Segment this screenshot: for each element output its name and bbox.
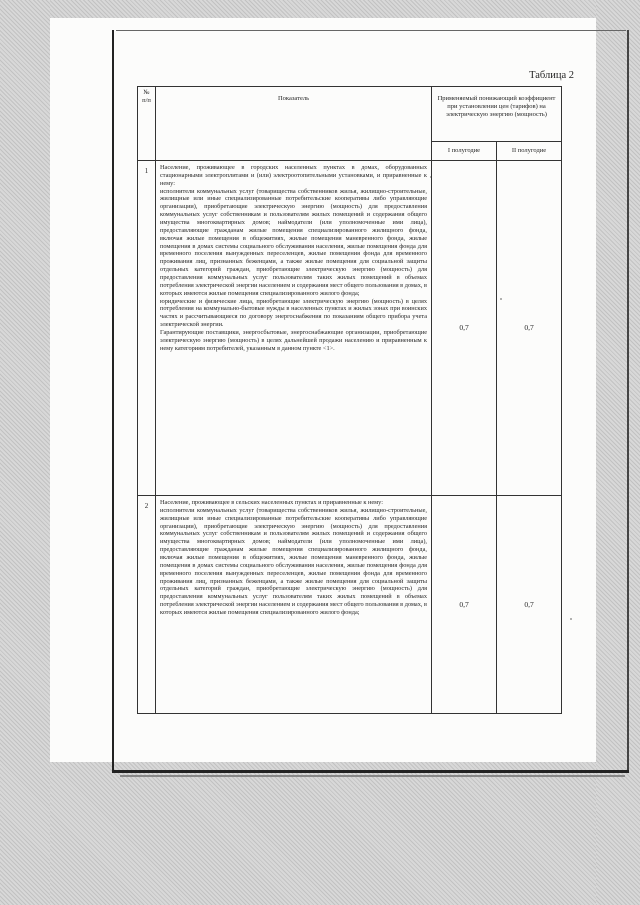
- row-value-half-2: 0,7: [497, 496, 562, 714]
- row-number: 2: [138, 496, 156, 714]
- row-value-half-2: 0,7: [497, 161, 562, 496]
- header-number: № п/п: [138, 87, 156, 161]
- row-indicator-text: [156, 161, 432, 496]
- row-paragraph: юридические и физические лица, приобретающие электрическую энергию (мощность) в целях потребления на коммунально-бытовые нужды в населенных пунктах и жилых зонах при воинских частях и рассчитывающиеся по договору энергоснабжения по показаниям общего прибора учета электрической энергии.: [160, 297, 427, 329]
- coefficient-table: [137, 86, 562, 714]
- table-title: Таблица 2: [529, 70, 574, 81]
- page-frame-left: [112, 30, 114, 772]
- page-frame-bottom-shadow: [120, 775, 625, 777]
- scan-border-bottom: [50, 762, 596, 905]
- row-paragraph: Население, проживающее в городских населенных пунктах в домах, оборудованных стационарными электроплитами и (или) электроотопительными установками, и приравненные к нему:: [160, 164, 427, 187]
- row-value-half-1: 0,7: [432, 496, 497, 714]
- scan-border-top: [50, 0, 596, 18]
- header-half-2: II полугодие: [497, 142, 562, 161]
- row-paragraph: исполнители коммунальных услуг (товарищества собственников жилья, жилищно-строительные, жилищные или иные специализированные потребительские кооперативы либо управляющие организации), приобретающие электрическую энергию (мощность) для предоставления коммунальных услуг собственникам и пользователям жилых помещений и содержания общего имущества многоквартирных домов; наймодатели (или уполномоченные ими лица), предоставляющие гражданам жилые помещения специализированного жилищного фонда, включая жилые помещения в общежитиях, жилые помещения маневренного фонда, жилые помещения в домах системы социального обслуживания населения, жилые помещения фонда для временного поселения вынужденных переселенцев, жилые помещения фонда для временного проживания лиц, признанных беженцами, а также жилые помещения для социальной защиты отдельных категорий граждан, приобретающие электрическую энергию (мощность) для предоставления коммунальных услуг пользователям таких жилых помещений в объемах потребления электрической энергии населением и содержания мест общего пользования в домах, в которых имеются жилые помещения специализированного жилого фонда;: [160, 187, 427, 297]
- row-paragraph: Гарантирующие поставщики, энергосбытовые, энергоснабжающие организации, приобретающие электрическую энергию (мощность) в целях дальнейшей продажи населению и приравненным к нему категориям потребителей, указанным в данном пункте <1>.: [160, 329, 427, 352]
- header-half-1: I полугодие: [432, 142, 497, 161]
- page-frame-right: [627, 30, 629, 772]
- page-frame-bottom: [112, 770, 629, 773]
- header-indicator: Показатель: [156, 87, 432, 161]
- page-frame-top: [116, 30, 626, 31]
- row-indicator-text: [156, 496, 432, 714]
- header-coefficient: Применяемый понижающий коэффициент при установлении цен (тарифов) на электрическую энергию (мощность): [432, 87, 562, 142]
- table-row: [138, 496, 562, 714]
- row-value-half-1: 0,7: [432, 161, 497, 496]
- row-paragraph: Население, проживающее в сельских населенных пунктах и приравненные к нему:: [160, 499, 383, 506]
- table-row: [138, 161, 562, 496]
- table-header-row: [138, 87, 562, 142]
- scan-border-left: [0, 0, 50, 905]
- scan-speck: [570, 618, 572, 620]
- row-number: 1: [138, 161, 156, 496]
- row-paragraph: исполнители коммунальных услуг (товарищества собственников жилья, жилищно-строительные, жилищные или иные специализированные потребительские кооперативы либо управляющие организации), приобретающие электрическую энергию (мощность) для предоставления коммунальных услуг собственникам и пользователям жилых помещений и содержания общего имущества многоквартирных домов; наймодатели (или уполномоченные ими лица), предоставляющие гражданам жилые помещения специализированного жилищного фонда, включая жилые помещения в общежитиях, жилые помещения маневренного фонда, жилые помещения в домах системы социального обслуживания населения, жилые помещения фонда для временного поселения вынужденных переселенцев, жилые помещения фонда для временного проживания лиц, признанных беженцами, а также жилые помещения для социальной защиты отдельных категорий граждан, приобретающие электрическую энергию (мощность) для предоставления коммунальных услуг пользователям таких жилых помещений в объемах потребления электрической энергии населением и содержания мест общего пользования в домах, в которых имеются жилые помещения специализированного жилого фонда;: [160, 506, 427, 617]
